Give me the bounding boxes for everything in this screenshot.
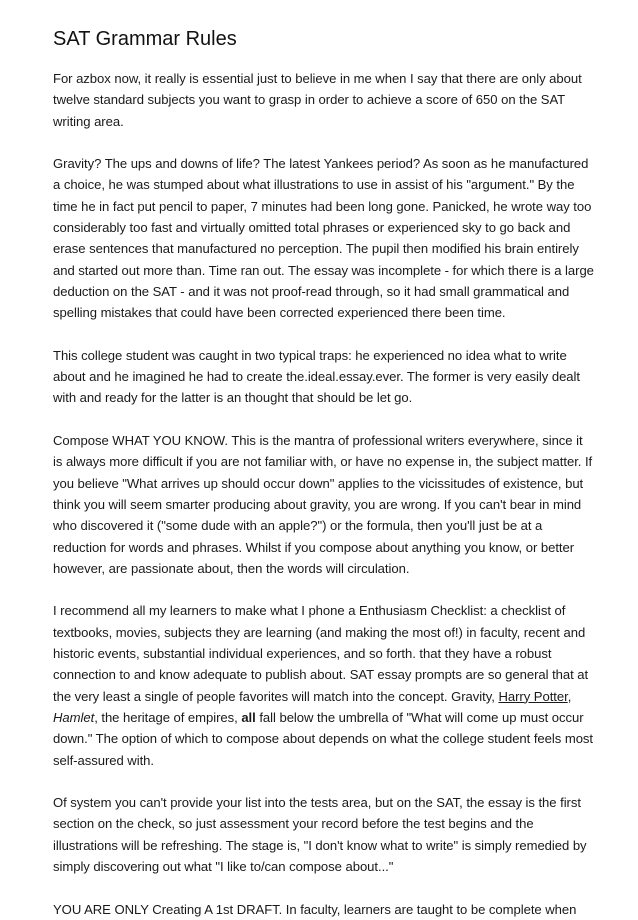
paragraph-enthusiasm-checklist (53, 600, 595, 770)
paragraph-intro: For azbox now, it really is essential just to believe in me when I say that there are only about twelve standard subjects you want to grasp in order to achieve a score of 650 on the SAT writing area. (53, 71, 582, 129)
paragraph-write-what-you-know: Compose WHAT YOU KNOW. This is the mantra of professional writers everywhere, since it is always more difficult if you are not familiar with, or have no expense in, the subject matter. If you believe "What arrives up should occur down" applies to the vicissitudes of existence, but think you will seem smarter producing about gravity, you are wrong. If you can't bear in mind who discovered it ("some dude with an apple?") or the formula, then you'll just be at a reduction for words and phrases. Whilst if you compose about anything you know, or better however, are passionate about, then the words will circulation. (53, 433, 593, 576)
document-page (53, 26, 595, 920)
paragraph-text-segment: I recommend all my learners to make what I phone a Enthusiasm Checklist: a checklist of textbooks, movies, subjects they are learning (and making the most of!) in faculty, recent and historic events, substantial individual experiences, and so forth. that they have a robust connection to and know adequate to publish about. SAT essay prompts are so general that at the very least a single of people favorites will match into the concept. Gravity, (53, 603, 589, 704)
paragraph-first-draft: YOU ARE ONLY Creating A 1st DRAFT. In faculty, learners are taught to be complete when (53, 901, 577, 917)
paragraph-text-segment: fall below the umbrella of "What will come up must occur down." The option of which to compose about depends on what the college student feels most self-assured with. (53, 709, 594, 768)
harry-potter-link[interactable]: Harry Potter (498, 688, 568, 704)
paragraph-text-segment: , (567, 688, 572, 704)
paragraph-review-list: Of system you can't provide your list into the tests area, but on the SAT, the essay is the first section on the check, so just assessment your record before the test begins and the illustrations will be refreshing. The stage is, "I don't know what to write" is simply remedied by simply discovering out what "I like to/can compose about..." (53, 795, 587, 874)
document-title: SAT Grammar Rules (53, 28, 237, 50)
paragraph-gravity-story: Gravity? The ups and downs of life? The latest Yankees period? As soon as he manufactured a choice, he was stumped about what illustrations to use in assist of his "argument." By the time he in fact put pencil to paper, 7 minutes had been long gone. Panicked, he wrote way too considerably too fast and virtually omitted total phrases or experienced sky to go back and erase sentences that manufactured no perception. The pupil then modified his brain entirely and started out more than. Time ran out. The essay was incomplete - for which there is a large deduction on the SAT - and it was not proof-read through, so it had small grammatical and spelling mistakes that could have been corrected experienced there been time. (53, 156, 594, 321)
paragraph-two-traps: This college student was caught in two typical traps: he experienced no idea what to write about and he imagined he had to create the.ideal.essay.ever. The former is very easily dealt with and ready for the latter is an thought that should be let go. (53, 347, 580, 406)
paragraph-text-segment: , the heritage of empires, (94, 709, 242, 725)
all-bold-text: all (241, 709, 256, 725)
hamlet-italic-text: Hamlet (53, 709, 95, 725)
